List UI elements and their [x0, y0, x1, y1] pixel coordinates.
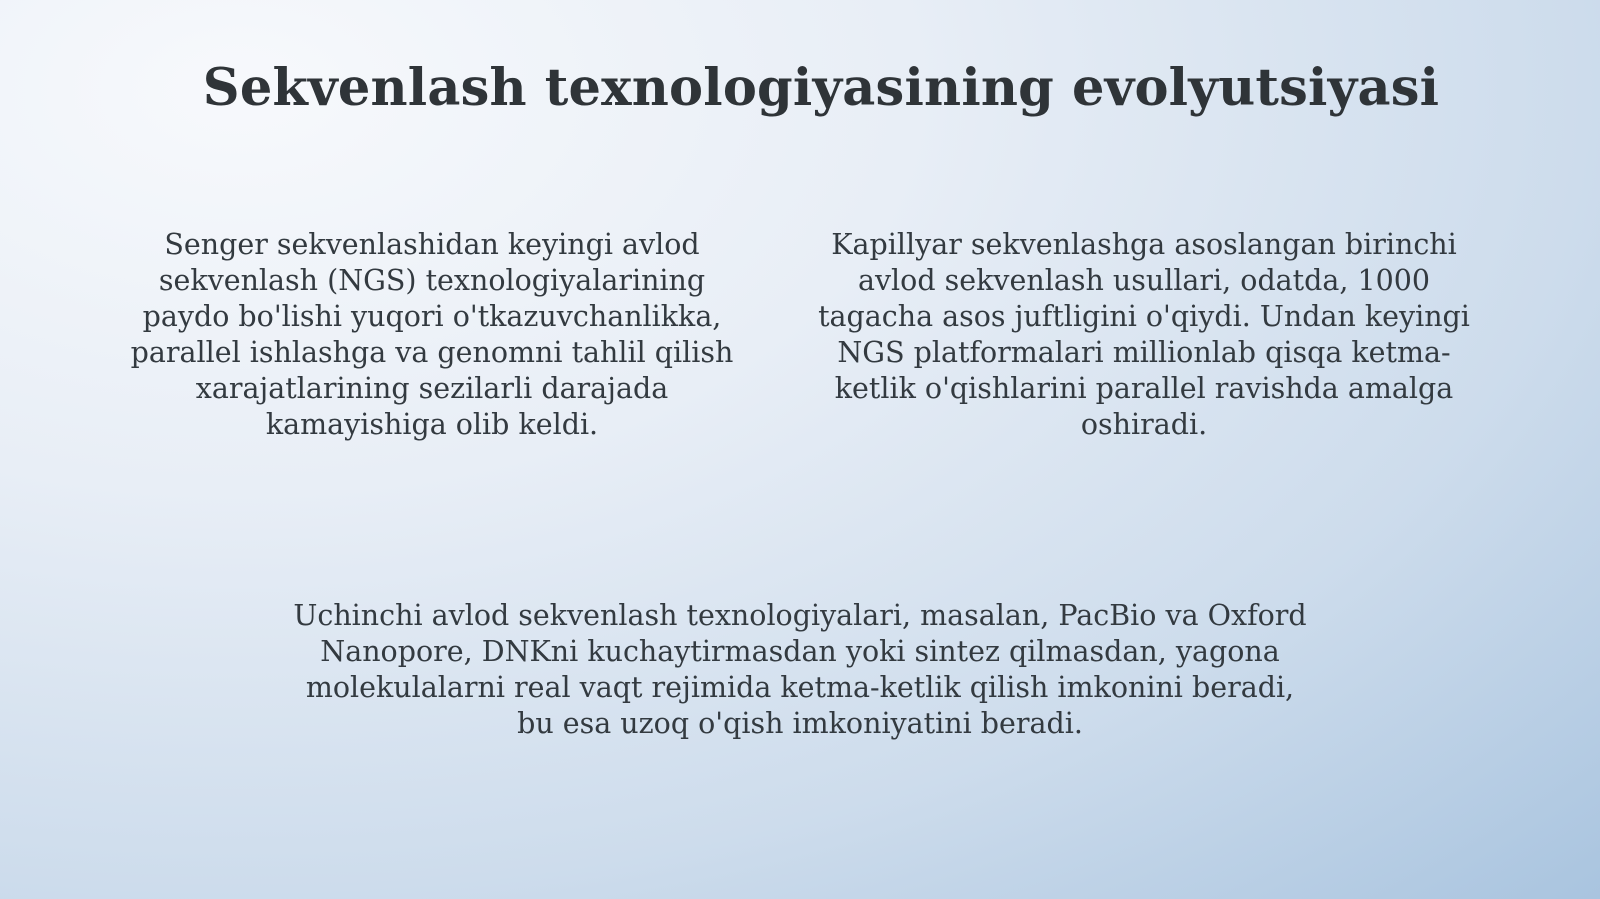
paragraph-ngs-emergence: Senger sekvenlashidan keyingi avlod sekvenlash (NGS) texnologiyalarining paydo bo'lishi yuqori o'tkazuvchanlikka, parallel ishlashga va genomni tahlil qilish xarajatlarining sezilarli darajada kamayishiga olib keldi. — [130, 228, 734, 441]
paragraph-first-generation: Kapillyar sekvenlashga asoslangan birinchi avlod sekvenlash usullari, odatda, 1000 tagacha asos juftligini o'qiydi. Undan keyingi NGS platformalari millionlab qisqa ketma-ketlik o'qishlarini parallel ravishda amalga oshiradi. — [818, 228, 1470, 441]
paragraph-third-generation: Uchinchi avlod sekvenlash texnologiyalari, masalan, PacBio va Oxford Nanopore, DNKni kuchaytirmasdan yoki sintez qilmasdan, yagona molekulalarni real vaqt rejimida ketma-ketlik qilish imkonini beradi, bu esa uzoq o'qish imkoniyatini beradi. — [293, 599, 1307, 740]
slide-title: Sekvenlash texnologiyasining evolyutsiyasi — [202, 58, 1440, 118]
